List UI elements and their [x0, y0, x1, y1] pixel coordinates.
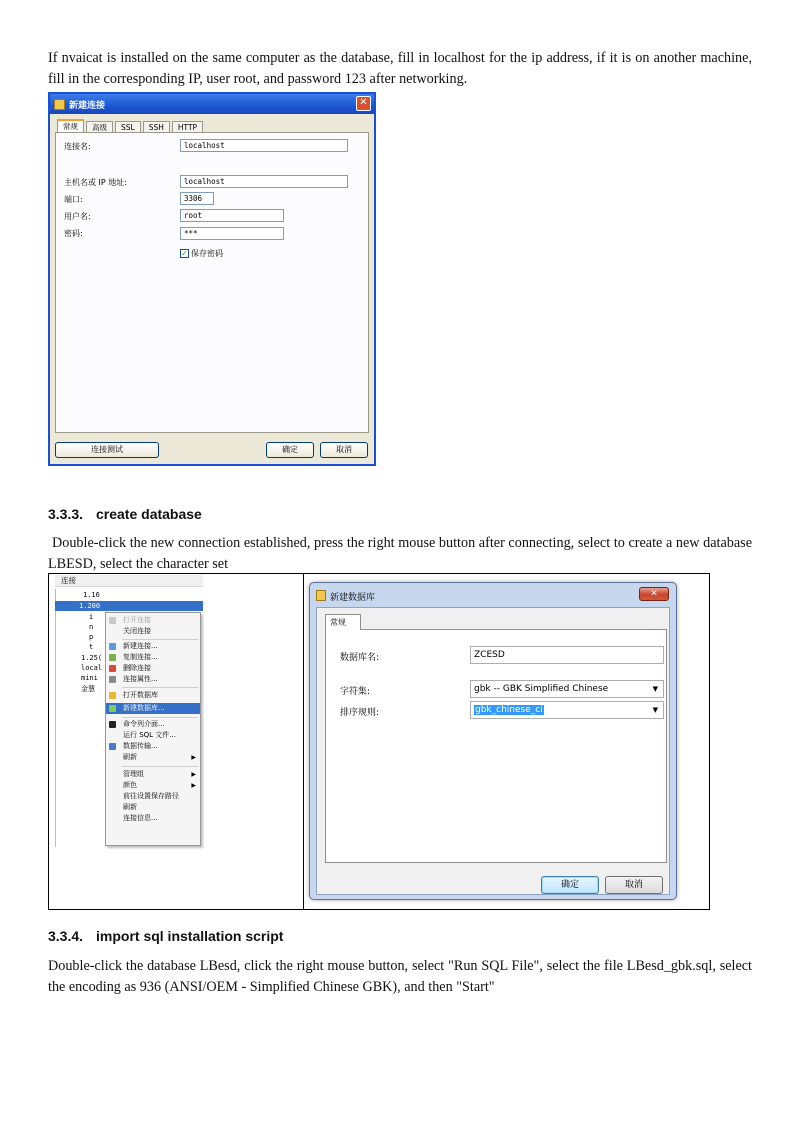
dialog-title: 新建连接 — [69, 100, 106, 111]
menu-item-open-database[interactable]: 打开数据库 — [106, 690, 200, 701]
menu-item-console[interactable]: 命令列介面... — [106, 719, 200, 730]
screenshot-table — [48, 573, 710, 910]
user-input[interactable]: root — [180, 209, 284, 222]
tab-http[interactable]: HTTP — [172, 121, 203, 133]
section-number: 3.3.3. — [48, 506, 84, 522]
section-paragraph-3-3-3: Double-click the new connection established, press the right mouse button after connecting, select to create a new database LBESD, select the character set — [48, 535, 752, 572]
tree-node[interactable]: 1.16 — [83, 591, 100, 599]
section-title: import sql installation script — [96, 928, 284, 944]
dialog-body — [316, 607, 670, 895]
new-connection-icon — [109, 643, 116, 650]
tree-node-selected[interactable]: 1.200 — [55, 601, 203, 611]
charset-value: gbk -- GBK Simplified Chinese — [474, 684, 609, 694]
tab-general[interactable]: 常规 — [325, 614, 361, 630]
menu-item-go-to-save-path[interactable]: 前往设置保存路径 — [123, 792, 179, 800]
section-heading-3-3-3 — [48, 506, 202, 522]
section-title: create database — [96, 506, 202, 522]
charset-select[interactable] — [470, 680, 664, 698]
port-input[interactable]: 3306 — [180, 192, 214, 205]
intro-paragraph: If nvaicat is installed on the same computer as the database, fill in localhost for the ip address, if it is on another machine, fill in the corresponding IP, user root, and password 123 after networking. — [48, 50, 752, 87]
console-icon — [109, 721, 116, 728]
tab-general[interactable]: 常规 — [57, 119, 84, 133]
save-password-checkbox[interactable] — [180, 248, 223, 259]
context-menu — [105, 612, 201, 846]
submenu-arrow-icon: ▶ — [191, 782, 196, 789]
new-connection-dialog — [48, 92, 376, 466]
menu-item-delete-connection[interactable]: 删除连接 — [106, 663, 200, 674]
tree-node[interactable]: 金慧 — [81, 685, 95, 693]
tab-ssh[interactable]: SSH — [143, 121, 170, 133]
db-name-label: 数据库名: — [340, 653, 380, 663]
menu-item-new-database[interactable]: 新建数据库... — [106, 703, 200, 714]
chevron-down-icon: ▼ — [652, 706, 658, 714]
cancel-button[interactable]: 取消 — [320, 442, 368, 458]
tree-guide — [55, 589, 56, 847]
section-heading-3-3-4 — [48, 928, 283, 944]
menu-item-refresh[interactable]: 刷新 ▶ — [123, 753, 196, 761]
tab-advanced[interactable]: 高级 — [86, 121, 113, 133]
menu-item-close-connection[interactable]: 关闭连接 — [123, 627, 151, 635]
menu-separator — [122, 687, 198, 688]
charset-label: 字符集: — [340, 687, 371, 697]
menu-item-data-transfer[interactable]: 数据传输... — [106, 741, 200, 752]
menu-item-new-connection[interactable]: 新建连接... — [106, 641, 200, 652]
menu-item-run-sql-file[interactable]: 运行 SQL 文件... — [123, 731, 176, 739]
tree-sub-node[interactable]: n — [89, 623, 94, 631]
menu-item-connection-info[interactable]: 连接信息... — [123, 814, 158, 822]
host-input[interactable]: localhost — [180, 175, 348, 188]
new-database-icon — [109, 705, 116, 712]
app-icon — [54, 99, 65, 110]
test-connection-button[interactable]: 连接测试 — [55, 442, 159, 458]
db-name-input[interactable]: ZCESD — [470, 646, 664, 664]
check-icon: ✓ — [181, 249, 188, 258]
tree-node[interactable]: mini — [81, 674, 98, 682]
cancel-button[interactable]: 取消 — [605, 876, 663, 894]
menu-item-refresh-2[interactable]: 刷新 — [123, 803, 137, 811]
menu-item-copy-connection[interactable]: 复制连接... — [106, 652, 200, 663]
menu-item-manage-group[interactable]: 管理组 ▶ — [123, 770, 196, 778]
general-panel — [325, 629, 667, 863]
submenu-arrow-icon: ▶ — [191, 754, 196, 761]
menu-separator — [122, 717, 198, 718]
menu-item-color[interactable]: 颜色 ▶ — [123, 781, 196, 789]
conn-name-input[interactable]: localhost — [180, 139, 348, 152]
delete-connection-icon — [109, 665, 116, 672]
tree-sub-node[interactable]: t — [89, 643, 94, 651]
new-database-dialog — [309, 582, 677, 900]
menu-item-connection-properties[interactable]: 连接属性... — [106, 674, 200, 685]
close-icon[interactable]: ✕ — [356, 96, 371, 111]
port-label: 端口: — [64, 195, 83, 204]
section-paragraph-3-3-4: Double-click the database LBesd, click the right mouse button, select "Run SQL File", select the file LBesd_gbk.sql, select the encoding as 936 (ANSI/OEM - Simplified Chinese GBK), and then "Start" — [48, 958, 752, 995]
collation-value: gbk_chinese_ci — [475, 705, 543, 715]
menu-separator — [122, 639, 198, 640]
properties-icon — [109, 676, 116, 683]
dialog-titlebar[interactable] — [50, 94, 374, 114]
ok-button[interactable]: 确定 — [541, 876, 599, 894]
tree-header: 连接 — [55, 575, 203, 587]
app-icon — [316, 590, 326, 601]
section-number: 3.3.4. — [48, 928, 84, 944]
dialog-title: 新建数据库 — [330, 593, 376, 603]
password-label: 密码: — [64, 229, 83, 238]
conn-name-label: 连接名: — [64, 142, 91, 151]
tree-node[interactable]: local — [81, 664, 103, 672]
database-icon — [109, 692, 116, 699]
tab-ssl[interactable]: SSL — [115, 121, 141, 133]
menu-separator — [122, 766, 198, 767]
submenu-arrow-icon: ▶ — [191, 771, 196, 778]
transfer-icon — [109, 743, 116, 750]
tree-sub-node[interactable]: i — [89, 613, 94, 621]
save-password-label: 保存密码 — [191, 249, 223, 258]
password-input[interactable]: *** — [180, 227, 284, 240]
collation-select[interactable] — [470, 701, 664, 719]
menu-item-open-connection[interactable]: 打开连接 — [106, 615, 200, 626]
tree-sub-node[interactable]: p — [89, 633, 94, 641]
chevron-down-icon: ▼ — [652, 685, 658, 693]
open-connection-icon — [109, 617, 116, 624]
user-label: 用户名: — [64, 212, 91, 221]
general-panel — [55, 132, 369, 433]
tree-node[interactable]: 1.25( — [81, 654, 103, 662]
close-icon[interactable]: ✕ — [639, 587, 669, 601]
host-label: 主机名或 IP 地址: — [64, 178, 127, 187]
copy-connection-icon — [109, 654, 116, 661]
ok-button[interactable]: 确定 — [266, 442, 314, 458]
table-divider — [303, 574, 304, 909]
collation-label: 排序规则: — [340, 708, 380, 718]
connection-tree — [55, 575, 203, 847]
